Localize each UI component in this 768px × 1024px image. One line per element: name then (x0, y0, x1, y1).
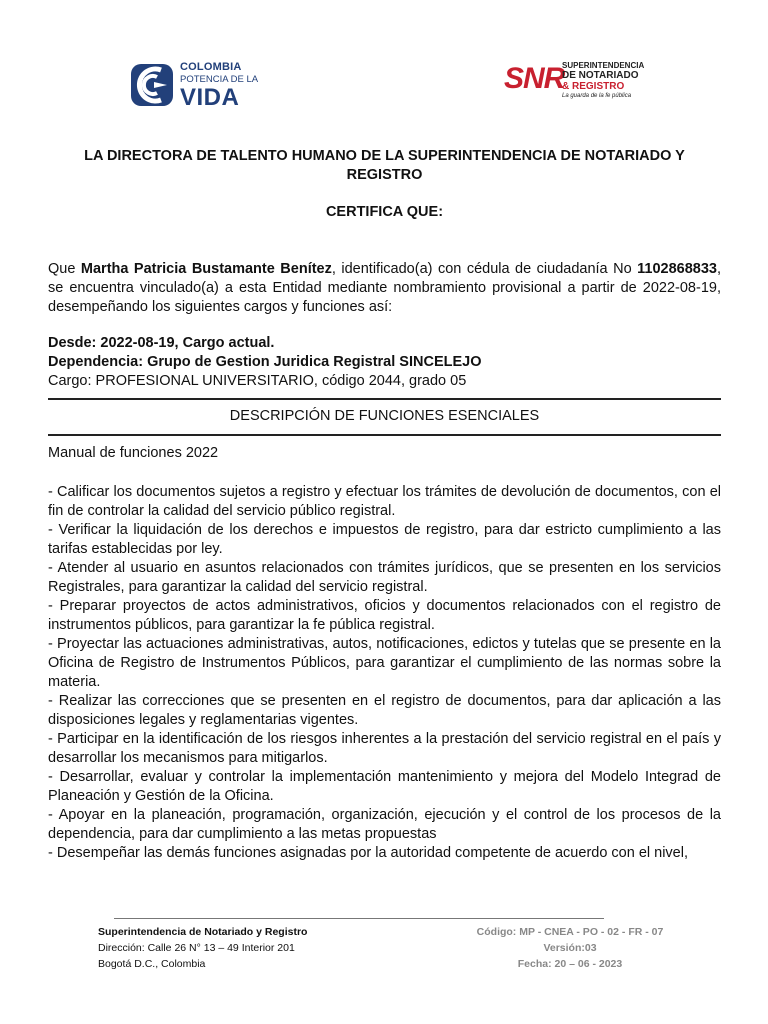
footer-left (98, 924, 307, 972)
colombia-logo-icon (131, 64, 173, 106)
functions-list (48, 483, 721, 863)
position-block (48, 334, 721, 391)
function-item: - Participar en la identificación de los riesgos inherentes a la prestación del servicio registral en el país y desarrollar los mecanismos para mitigarlos. (48, 731, 721, 766)
function-item: - Preparar proyectos de actos administrativos, oficios y documentos relacionados con el registro de instrumentos públicos, para garantizar la fe pública registral. (48, 598, 721, 633)
position-dependencia: Dependencia: Grupo de Gestion Juridica Registral SINCELEJO (48, 354, 482, 370)
footer-org: Superintendencia de Notariado y Registro (98, 926, 308, 938)
function-item: - Proyectar las actuaciones administrativas, autos, notificaciones, edictos y tutelas que se presente en la Oficina de Registro de Instrumentos Públicos, para garantizar el cumplimiento de las normas sobre la materia. (48, 636, 721, 690)
snr-logo-line3: & REGISTRO (562, 81, 625, 92)
colombia-logo-line2: POTENCIA DE LA (180, 74, 259, 85)
footer-address: Dirección: Calle 26 N° 13 – 49 Interior 201 (98, 942, 295, 954)
colombia-logo-line3: VIDA (180, 83, 240, 111)
section-title: DESCRIPCIÓN DE FUNCIONES ESENCIALES (229, 408, 540, 424)
footer-right (450, 924, 690, 972)
snr-logo-line1: SUPERINTENDENCIA (562, 61, 645, 70)
manual-label: Manual de funciones 2022 (48, 445, 219, 461)
function-item: - Desempeñar las demás funciones asignadas por la autoridad competente de acuerdo con el nivel, (48, 845, 688, 861)
footer-version: Versión:03 (543, 942, 597, 954)
employee-name: Martha Patricia Bustamante Benítez (80, 261, 332, 277)
snr-logo-line4: La guarda de la fe pública (562, 93, 632, 99)
function-item: - Apoyar en la planeación, programación, organización, ejecución y el control de los procesos de la dependencia, para dar cumplimiento a las metas propuestas (48, 807, 721, 842)
colombia-logo-line1: COLOMBIA (180, 61, 242, 73)
section-rule-top (48, 398, 721, 400)
function-item: - Verificar la liquidación de los derechos e impuestos de registro, para dar estricto cumplimiento a las tarifas establecidas por ley. (48, 522, 721, 557)
function-item: - Atender al usuario en asuntos relacionados con trámites jurídicos, que se presenten en los servicios Registrales, para garantizar la calidad del servicio registral. (48, 560, 721, 595)
intro-paragraph (48, 260, 721, 317)
footer-code: Código: MP - CNEA - PO - 02 - FR - 07 (476, 926, 664, 938)
snr-logo (504, 60, 644, 100)
snr-logo-line2: DE NOTARIADO (562, 70, 639, 81)
intro-mid: , identificado(a) con cédula de ciudadanía No (331, 261, 638, 277)
intro-post: , se encuentra vinculado(a) a esta Entidad mediante nombramiento provisional a partir de 2022-08-19, desempeñando los siguientes cargos y funciones así: (48, 261, 722, 315)
function-item: - Calificar los documentos sujetos a registro y efectuar los trámites de devolución de documentos, con el fin de controlar la calidad del servicio público registral. (48, 484, 721, 519)
snr-logo-abbr: SNR (504, 62, 565, 95)
colombia-logo (131, 61, 261, 111)
certifica-heading: CERTIFICA QUE: (325, 204, 444, 220)
id-number: 1102868833 (637, 261, 717, 277)
position-cargo: Cargo: PROFESIONAL UNIVERSITARIO, código 2044, grado 05 (48, 373, 467, 389)
footer-rule (114, 918, 604, 919)
section-rule-bottom (48, 434, 721, 436)
function-item: - Realizar las correcciones que se presenten en el registro de documentos, para dar aplicación a las disposiciones legales y reglamentarias vigentes. (48, 693, 721, 728)
document-title: LA DIRECTORA DE TALENTO HUMANO DE LA SUPERINTENDENCIA DE NOTARIADO Y REGISTRO (84, 148, 685, 183)
function-item: - Desarrollar, evaluar y controlar la implementación mantenimiento y mejora del Modelo Integrad de Planeación y Gestión de la Oficina. (48, 769, 721, 804)
footer-city: Bogotá D.C., Colombia (98, 958, 206, 970)
position-desde: Desde: 2022-08-19, Cargo actual. (48, 335, 275, 351)
intro-pre: Que (48, 261, 81, 277)
footer-date: Fecha: 20 – 06 - 2023 (517, 958, 623, 970)
